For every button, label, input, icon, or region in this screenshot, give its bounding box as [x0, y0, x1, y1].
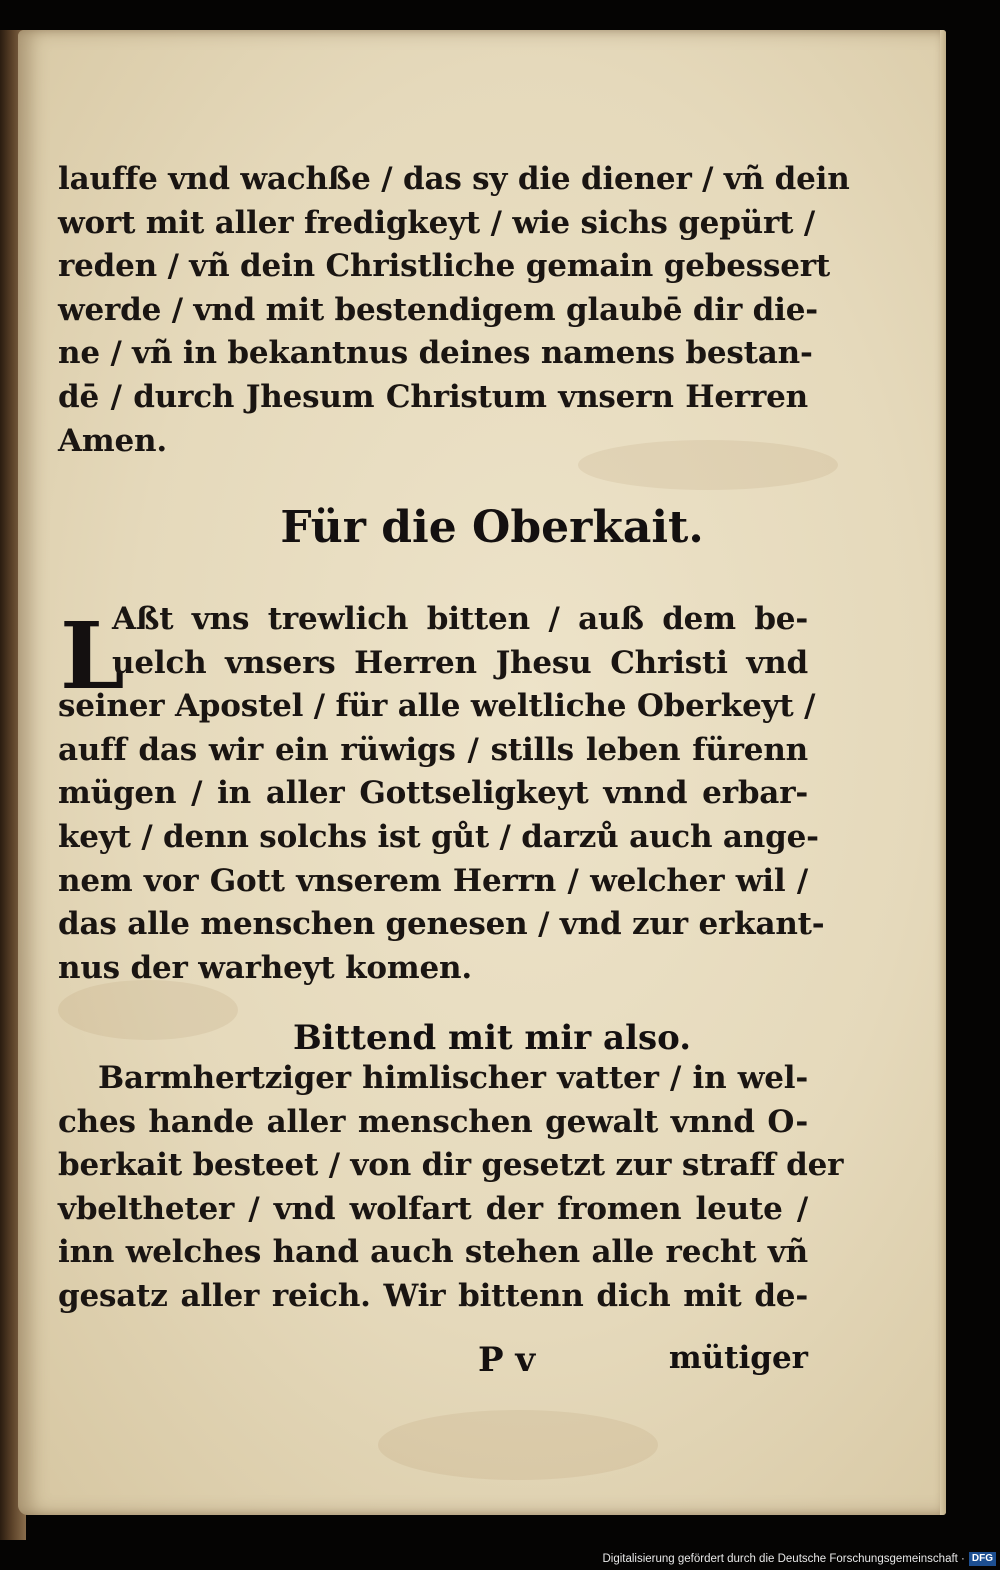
text-line: reden / vñ dein Christliche gemain gebessert: [58, 248, 830, 285]
text-line: nem vor Gott vnserem Herrn / welcher wil /: [58, 862, 808, 899]
text-line: das alle menschen genesen / vnd zur erkant-: [58, 906, 825, 943]
catchword: mütiger: [668, 1340, 808, 1376]
section-heading: Für die Oberkait.: [280, 502, 704, 553]
text-line: seiner Apostel / für alle weltliche Oberkeyt /: [58, 688, 816, 725]
text-line: uelch vnsers Herren Jhesu Christi vnd: [112, 644, 808, 681]
funding-credit: [600, 1548, 1000, 1570]
dfg-logo: DFG: [969, 1552, 996, 1566]
paper-stain: [378, 1410, 658, 1480]
text-line: ches hande aller menschen gewalt vnnd O-: [58, 1103, 808, 1140]
text-line: mügen / in aller Gottseligkeyt vnnd erbar-: [58, 775, 808, 812]
page-footer: [58, 1340, 808, 1390]
subheading: Bittend mit mir also.: [292, 1018, 692, 1058]
page-edge: [940, 30, 946, 1515]
text-line: werde / vnd mit bestendigem glaubē dir die-: [58, 291, 818, 328]
text-line: vbeltheter / vnd wolfart der fromen leute /: [58, 1190, 808, 1227]
credit-text: Digitalisierung gefördert durch die Deutsche Forschungsgemeinschaft ·: [602, 1553, 965, 1565]
text-line: gesatz aller reich. Wir bittenn dich mit de-: [58, 1277, 808, 1314]
text-line: berkait besteet / von dir gesetzt zur straff der: [58, 1147, 844, 1184]
prayer-paragraph: [58, 1057, 844, 1319]
book-page: [18, 30, 946, 1515]
signature-mark: P v: [478, 1340, 536, 1380]
text-line: Barmhertziger himlischer vatter / in wel-: [98, 1060, 808, 1096]
prayer-ending-paragraph: [58, 158, 850, 463]
text-line: Aßt vns trewlich bitten / auß dem be-: [112, 601, 808, 637]
text-line: ne / vñ in bekantnus deines namens bestan-: [58, 335, 813, 372]
text-line: lauffe vnd wachße / das sy die diener / vñ dein: [58, 161, 850, 197]
text-line: keyt / denn solchs ist gůt / darzů auch ange-: [58, 818, 819, 855]
text-line: dē / durch Jhesum Christum vnsern Herren: [58, 378, 808, 415]
text-line: inn welches hand auch stehen alle recht vñ: [58, 1234, 808, 1271]
drop-initial: L: [60, 602, 125, 710]
text-line: auff das wir ein rüwigs / stills leben fürenn: [58, 731, 808, 768]
exhortation-paragraph: [58, 598, 825, 990]
text-line: wort mit aller fredigkeyt / wie sichs gepürt /: [58, 204, 815, 241]
text-line: Amen.: [58, 422, 167, 459]
text-line: nus der warheyt komen.: [58, 949, 472, 986]
